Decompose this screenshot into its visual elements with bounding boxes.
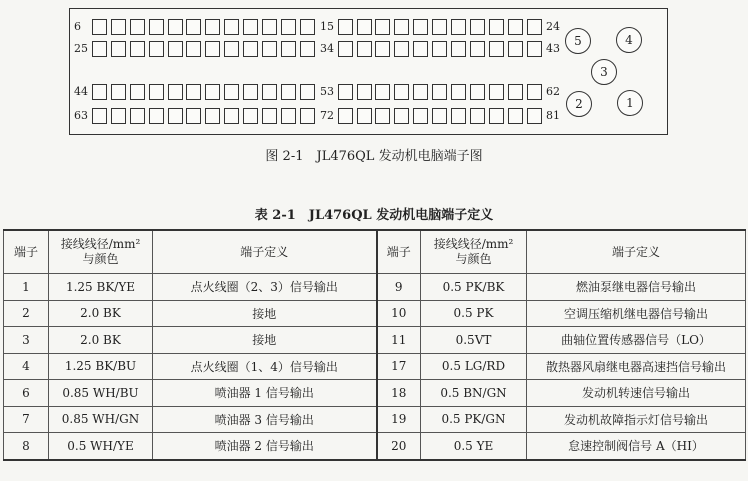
figure-caption: 图 2-1 JL476QL 发动机电脑端子图 <box>265 149 483 164</box>
pin-cell <box>111 108 126 124</box>
pin-cell <box>375 108 390 124</box>
cell-definition: 喷油器 3 信号输出 <box>153 406 377 433</box>
big-pin: 5 <box>565 28 591 54</box>
pin-cell <box>262 41 277 57</box>
pin-cell <box>186 108 201 124</box>
pin-cell <box>262 108 277 124</box>
pin-label: 62 <box>546 85 560 98</box>
cell-wire: 0.5 BN/GN <box>421 380 527 407</box>
table-row <box>4 300 746 327</box>
cell-terminal: 3 <box>4 327 49 354</box>
cell-definition: 喷油器 1 信号输出 <box>153 380 377 407</box>
cell-definition: 点火线圈（2、3）信号输出 <box>153 274 377 301</box>
header-wire-line2: 与颜色 <box>455 252 492 266</box>
table-row <box>4 353 746 380</box>
pin-cell <box>111 41 126 57</box>
pin-cell <box>130 19 145 35</box>
cell-definition: 喷油器 2 信号输出 <box>153 433 377 460</box>
pin-label: 24 <box>546 20 560 33</box>
header-definition: 端子定义 <box>527 230 746 274</box>
pin-cell <box>470 41 485 57</box>
pin-label: 43 <box>546 42 560 55</box>
table-row <box>4 406 746 433</box>
cell-terminal: 19 <box>377 406 421 433</box>
cell-wire: 1.25 BK/BU <box>49 353 153 380</box>
cell-terminal: 11 <box>377 327 421 354</box>
pin-cell <box>243 41 258 57</box>
cell-wire: 0.5 PK/GN <box>421 406 527 433</box>
cell-definition: 散热器风扇继电器高速挡信号输出 <box>527 353 746 380</box>
pin-cell <box>527 108 542 124</box>
pin-cell <box>149 41 164 57</box>
pin-cell <box>394 19 409 35</box>
pin-cell <box>432 41 447 57</box>
header-terminal: 端子 <box>4 230 49 274</box>
pin-cell <box>224 41 239 57</box>
pin-cell <box>508 108 523 124</box>
big-pin: 1 <box>617 90 643 116</box>
cell-terminal: 10 <box>377 300 421 327</box>
cell-definition: 发动机故障指示灯信号输出 <box>527 406 746 433</box>
table-header-row <box>4 230 746 274</box>
cell-terminal: 9 <box>377 274 421 301</box>
pin-cell <box>357 108 372 124</box>
pin-label: 25 <box>74 42 88 55</box>
pin-cell <box>243 19 258 35</box>
pin-cell <box>357 41 372 57</box>
pin-cell <box>375 19 390 35</box>
cell-definition: 空调压缩机继电器信号输出 <box>527 300 746 327</box>
pin-cell <box>470 19 485 35</box>
pin-cell <box>149 84 164 100</box>
cell-wire: 0.5 LG/RD <box>421 353 527 380</box>
pin-cell <box>130 41 145 57</box>
pin-cell <box>451 84 466 100</box>
pin-cell <box>168 84 183 100</box>
cell-wire: 0.5VT <box>421 327 527 354</box>
pin-cell <box>338 41 353 57</box>
cell-wire: 0.5 PK <box>421 300 527 327</box>
pin-cell <box>413 41 428 57</box>
pin-cell <box>205 41 220 57</box>
cell-wire: 0.85 WH/BU <box>49 380 153 407</box>
cell-terminal: 2 <box>4 300 49 327</box>
pin-cell <box>92 41 107 57</box>
pin-cell <box>111 19 126 35</box>
pin-cell <box>394 108 409 124</box>
pin-cell <box>92 108 107 124</box>
table-row <box>4 433 746 460</box>
header-wire-line1: 接线线径/mm² <box>433 237 514 251</box>
pin-cell <box>243 108 258 124</box>
header-wire-line2: 与颜色 <box>82 252 119 266</box>
big-pin: 2 <box>566 91 592 117</box>
pin-cell <box>224 108 239 124</box>
pin-label: 81 <box>546 109 560 122</box>
pin-cell <box>186 41 201 57</box>
pin-cell <box>489 19 504 35</box>
pin-cell <box>357 84 372 100</box>
header-definition: 端子定义 <box>153 230 377 274</box>
pin-cell <box>281 19 296 35</box>
cell-definition: 点火线圈（1、4）信号输出 <box>153 353 377 380</box>
pin-cell <box>281 41 296 57</box>
cell-wire: 0.85 WH/GN <box>49 406 153 433</box>
cell-terminal: 7 <box>4 406 49 433</box>
cell-wire: 2.0 BK <box>49 300 153 327</box>
pin-label: 6 <box>74 20 81 33</box>
pin-label: 15 <box>320 20 334 33</box>
cell-definition: 曲轴位置传感器信号（LO） <box>527 327 746 354</box>
pin-cell <box>92 19 107 35</box>
table-body <box>4 274 746 460</box>
pin-cell <box>375 41 390 57</box>
pin-cell <box>281 84 296 100</box>
table-row <box>4 380 746 407</box>
pin-cell <box>338 84 353 100</box>
table-caption: 表 2-1 JL476QL 发动机电脑端子定义 <box>254 208 494 223</box>
pin-cell <box>432 19 447 35</box>
cell-wire: 1.25 BK/YE <box>49 274 153 301</box>
cell-definition: 接地 <box>153 300 377 327</box>
pin-label: 44 <box>74 85 88 98</box>
pin-cell <box>149 19 164 35</box>
pin-cell <box>451 108 466 124</box>
pin-cell <box>300 41 315 57</box>
pin-cell <box>300 108 315 124</box>
pin-cell <box>262 19 277 35</box>
cell-terminal: 17 <box>377 353 421 380</box>
pin-cell <box>432 108 447 124</box>
pin-cell <box>130 84 145 100</box>
pin-label: 72 <box>320 109 334 122</box>
pin-cell <box>338 19 353 35</box>
pin-cell <box>186 19 201 35</box>
pin-cell <box>394 41 409 57</box>
pin-cell <box>432 84 447 100</box>
cell-terminal: 6 <box>4 380 49 407</box>
pin-cell <box>527 19 542 35</box>
pin-cell <box>205 108 220 124</box>
pin-cell <box>168 41 183 57</box>
pin-cell <box>243 84 258 100</box>
cell-wire: 0.5 YE <box>421 433 527 460</box>
cell-terminal: 18 <box>377 380 421 407</box>
pin-cell <box>508 84 523 100</box>
pin-cell <box>130 108 145 124</box>
pin-cell <box>527 41 542 57</box>
pin-cell <box>489 108 504 124</box>
big-pin: 3 <box>591 59 617 85</box>
pin-cell <box>92 84 107 100</box>
pin-cell <box>470 108 485 124</box>
pin-cell <box>300 19 315 35</box>
cell-wire: 0.5 PK/BK <box>421 274 527 301</box>
pin-cell <box>281 108 296 124</box>
header-wire <box>49 230 153 274</box>
pin-cell <box>413 84 428 100</box>
pin-cell <box>394 84 409 100</box>
cell-wire: 0.5 WH/YE <box>49 433 153 460</box>
pin-cell <box>413 19 428 35</box>
pin-cell <box>527 84 542 100</box>
pin-cell <box>168 19 183 35</box>
pin-cell <box>149 108 164 124</box>
cell-definition: 接地 <box>153 327 377 354</box>
cell-terminal: 8 <box>4 433 49 460</box>
pin-cell <box>205 19 220 35</box>
pin-cell <box>413 108 428 124</box>
ecu-connector-diagram <box>69 8 668 135</box>
cell-terminal: 1 <box>4 274 49 301</box>
pin-cell <box>338 108 353 124</box>
cell-wire: 2.0 BK <box>49 327 153 354</box>
pin-cell <box>451 19 466 35</box>
pin-cell <box>451 41 466 57</box>
pin-cell <box>508 41 523 57</box>
cell-terminal: 20 <box>377 433 421 460</box>
pin-label: 53 <box>320 85 334 98</box>
pin-cell <box>470 84 485 100</box>
table-row <box>4 327 746 354</box>
pin-cell <box>508 19 523 35</box>
pin-label: 63 <box>74 109 88 122</box>
big-pin: 4 <box>616 27 642 53</box>
pin-cell <box>168 108 183 124</box>
pin-cell <box>205 84 220 100</box>
header-wire <box>421 230 527 274</box>
pin-cell <box>375 84 390 100</box>
cell-definition: 怠速控制阀信号 A（HI） <box>527 433 746 460</box>
table-row <box>4 274 746 301</box>
pin-cell <box>186 84 201 100</box>
cell-definition: 燃油泵继电器信号输出 <box>527 274 746 301</box>
pin-cell <box>489 84 504 100</box>
pin-cell <box>489 41 504 57</box>
terminal-definition-table <box>3 229 746 461</box>
pin-cell <box>224 19 239 35</box>
pin-label: 34 <box>320 42 334 55</box>
pin-cell <box>224 84 239 100</box>
cell-terminal: 4 <box>4 353 49 380</box>
pin-cell <box>262 84 277 100</box>
pin-cell <box>357 19 372 35</box>
pin-cell <box>300 84 315 100</box>
pin-cell <box>111 84 126 100</box>
header-terminal: 端子 <box>377 230 421 274</box>
cell-definition: 发动机转速信号输出 <box>527 380 746 407</box>
header-wire-line1: 接线线径/mm² <box>60 237 141 251</box>
